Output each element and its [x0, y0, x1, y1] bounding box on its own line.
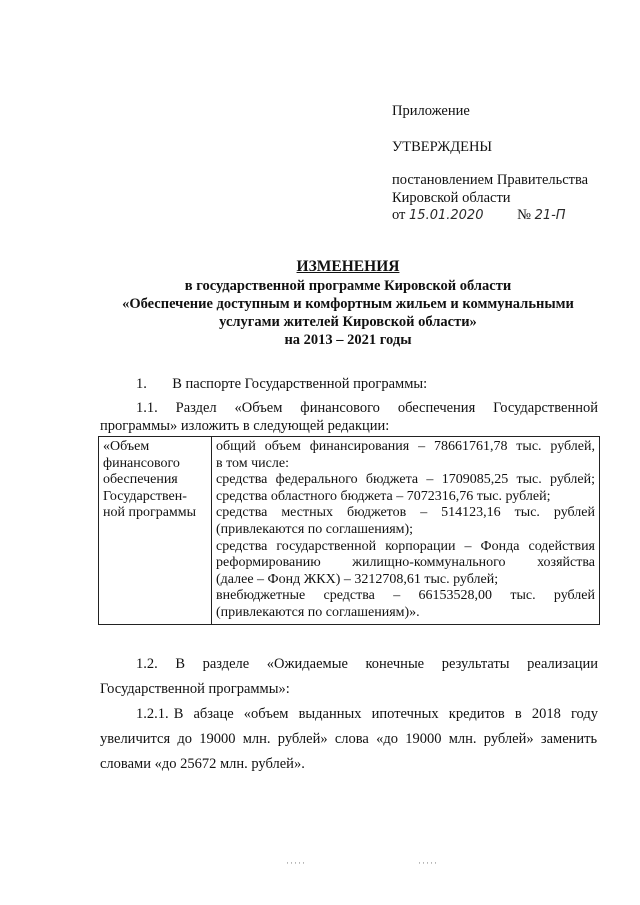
item-1-1-line-2: программы» изложить в следующей редакции: — [100, 418, 390, 434]
right-line: средства федерального бюджета – 1709085,25 тыс. рублей; — [216, 472, 595, 488]
title-line-4: на 2013 – 2021 годы — [284, 332, 412, 348]
title-line-3: услугами жителей Кировской области» — [219, 314, 477, 330]
date-prefix: от — [392, 207, 406, 223]
title-line-1: в государственной программе Кировской области — [184, 278, 512, 294]
handwritten-number: 21-П — [534, 208, 566, 223]
table-left-cell — [99, 437, 212, 625]
right-line: (привлекаются по соглашениям)». — [216, 604, 420, 620]
item-1-2-line-1: 1.2. В разделе «Ожидаемые конечные результаты реализации — [136, 656, 598, 672]
left-line: Государствен- — [103, 488, 187, 504]
right-line: (далее – Фонд ЖКХ) – 3212708,61 тыс. рублей; — [216, 571, 499, 587]
decree-date-line — [392, 207, 566, 224]
left-line: ной программы — [103, 505, 197, 521]
right-line: средства местных бюджетов – 514123,16 тыс. рублей — [216, 505, 595, 521]
decree-line-2: Кировской области — [392, 190, 511, 206]
right-line: внебюджетные средства – 66153528,00 тыс. рублей — [216, 588, 595, 604]
financing-table — [98, 436, 600, 625]
right-line: (привлекаются по соглашениям); — [216, 521, 414, 537]
handwritten-date: 15.01.2020 — [409, 208, 484, 223]
decree-line-1: постановлением Правительства — [392, 172, 589, 188]
title-line-2: «Обеспечение доступным и комфортным жильем и коммунальными — [122, 296, 574, 312]
table-right-cell — [212, 437, 600, 625]
right-line: средства государственной корпорации – Фонда содействия — [216, 538, 595, 554]
document-title: ИЗМЕНЕНИЯ — [296, 258, 400, 275]
right-line: в том числе: — [216, 455, 289, 471]
item-1-2-line-2: Государственной программы»: — [100, 681, 290, 697]
left-line: обеспечения — [103, 472, 178, 488]
scan-artifact: ····· — [286, 858, 306, 868]
item-1-2-1-line-1: 1.2.1. В абзаце «объем выданных ипотечных кредитов в 2018 году — [136, 706, 598, 722]
number-prefix: № — [517, 207, 531, 223]
item-1-2-1-line-3: словами «до 25672 млн. рублей». — [100, 756, 305, 772]
approved-label: УТВЕРЖДЕНЫ — [392, 139, 493, 155]
scan-artifact: ····· — [418, 858, 438, 868]
right-line: общий объем финансирования – 78661761,78 тыс. рублей, — [216, 439, 595, 454]
right-line: средства областного бюджета – 7072316,76 тыс. рублей; — [216, 488, 551, 504]
item-1-2-1-line-2: увеличится до 19000 млн. рублей» слова «до 19000 млн. рублей» заменить — [100, 731, 598, 747]
right-line: реформированию жилищно-коммунального хозяйства — [216, 555, 595, 571]
appendix-label: Приложение — [392, 103, 470, 119]
left-line: «Объем — [103, 439, 150, 454]
left-line: финансового — [103, 455, 180, 471]
table-row — [99, 437, 600, 625]
item-1-1-line-1: 1.1. Раздел «Объем финансового обеспечения Государственной — [136, 400, 598, 416]
item-1: 1. В паспорте Государственной программы: — [136, 376, 428, 392]
